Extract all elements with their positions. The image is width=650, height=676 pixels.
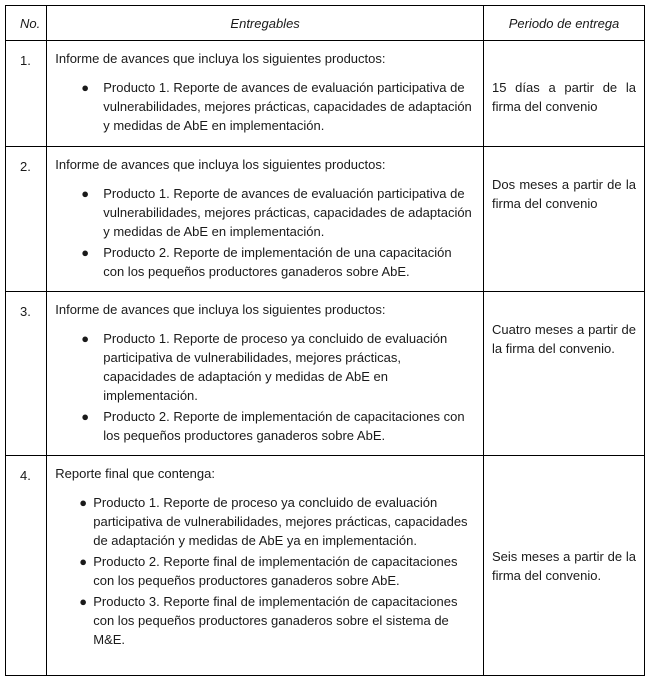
product-text: Producto 2. Reporte de implementación de una capacitación con los pequeños productores ganaderos sobre AbE.: [103, 245, 452, 279]
deliverable-intro: Informe de avances que incluya los siguientes productos:: [55, 51, 386, 66]
bullet-icon: ●: [79, 495, 88, 510]
list-item: [55, 552, 475, 590]
row-number: 3.: [6, 292, 47, 456]
product-list: [55, 329, 475, 445]
list-item: [55, 407, 475, 445]
list-item: [55, 592, 475, 649]
period-text: Dos meses a partir de la firma del convenio: [492, 177, 636, 211]
row-number: 2.: [6, 147, 47, 292]
table-row: [6, 456, 645, 676]
deliverable-intro: Informe de avances que incluya los siguientes productos:: [55, 302, 386, 317]
deliverable-intro: Reporte final que contenga:: [55, 466, 215, 481]
header-row: [6, 6, 645, 41]
bullet-icon: ●: [79, 554, 88, 569]
product-text: Producto 1. Reporte de avances de evaluación participativa de vulnerabilidades, mejores prácticas, capacidades de adaptación y medidas de AbE en implementación.: [103, 80, 472, 133]
product-text: Producto 1. Reporte de avances de evaluación participativa de vulnerabilidades, mejores prácticas, capacidades de adaptación y medidas de AbE en implementación.: [103, 186, 472, 239]
product-text: Producto 1. Reporte de proceso ya concluido de evaluación participativa de vulnerabilidades, mejores prácticas, capacidades de adaptación y medidas de AbE ya en implementación.: [93, 495, 468, 548]
deliverable-cell: [47, 292, 484, 456]
header-entregables: Entregables: [47, 6, 484, 41]
period-text: Seis meses a partir de la firma del convenio.: [492, 548, 636, 583]
product-list: [55, 78, 475, 135]
product-text: Producto 2. Reporte final de implementación de capacitaciones con los pequeños productores ganaderos sobre AbE.: [93, 554, 458, 588]
list-item: [55, 243, 475, 281]
bullet-icon: ●: [81, 245, 90, 260]
product-text: Producto 1. Reporte de proceso ya concluido de evaluación participativa de vulnerabilidades, mejores prácticas, capacidades de adaptación y medidas de AbE en implementación.: [103, 331, 448, 403]
table-row: [6, 147, 645, 292]
bullet-icon: ●: [79, 594, 88, 609]
period-cell: [484, 292, 645, 456]
deliverable-cell: [47, 147, 484, 292]
period-cell: [484, 456, 645, 676]
table-row: [6, 292, 645, 456]
deliverable-cell: [47, 41, 484, 147]
deliverables-table: [5, 5, 645, 676]
product-text: Producto 3. Reporte final de implementación de capacitaciones con los pequeños productores ganaderos sobre el sistema de M&E.: [93, 594, 458, 647]
list-item: [55, 78, 475, 135]
period-cell: [484, 147, 645, 292]
header-no: No.: [6, 6, 47, 41]
row-number: 4.: [6, 456, 47, 676]
bullet-icon: ●: [81, 409, 90, 424]
bullet-icon: ●: [81, 331, 90, 346]
period-cell: [484, 41, 645, 147]
period-text: 15 días a partir de la firma del convenio: [492, 79, 636, 114]
list-item: [55, 184, 475, 241]
period-text: Cuatro meses a partir de la firma del convenio.: [492, 322, 636, 356]
product-list: [55, 184, 475, 281]
deliverable-cell: [47, 456, 484, 676]
list-item: [55, 493, 475, 550]
product-list: [55, 493, 475, 649]
product-text: Producto 2. Reporte de implementación de capacitaciones con los pequeños productores ganaderos sobre AbE.: [103, 409, 465, 443]
table-row: [6, 41, 645, 147]
row-number: 1.: [6, 41, 47, 147]
deliverable-intro: Informe de avances que incluya los siguientes productos:: [55, 157, 386, 172]
bullet-icon: ●: [81, 186, 90, 201]
list-item: [55, 329, 475, 405]
header-periodo: Periodo de entrega: [484, 6, 645, 41]
bullet-icon: ●: [81, 80, 90, 95]
